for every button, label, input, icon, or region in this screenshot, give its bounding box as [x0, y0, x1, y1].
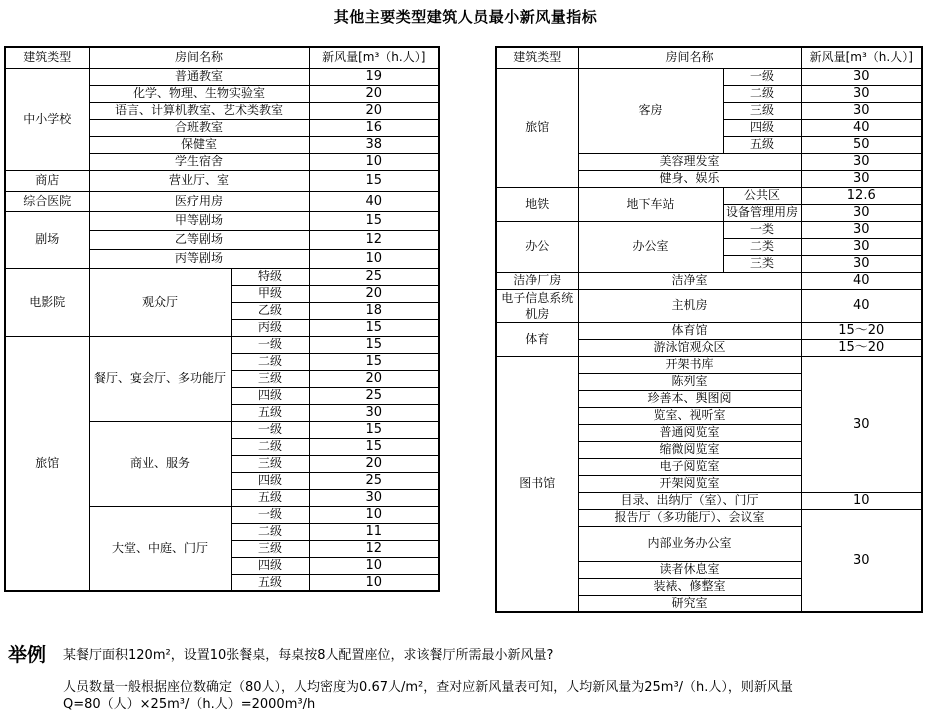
grade-label: 二级: [723, 85, 801, 102]
grade-label: 四级: [723, 119, 801, 136]
room-name: 化学、物理、生物实验室: [89, 85, 309, 102]
grade-label: 丙级: [231, 319, 309, 336]
page-title: 其他主要类型建筑人员最小新风量指标: [333, 8, 598, 26]
room-name: 目录、出纳厅（室）、门厅: [578, 492, 801, 509]
room-name: 电子阅览室: [578, 458, 801, 475]
grade-label: 一级: [231, 421, 309, 438]
grade-label: 五级: [231, 404, 309, 421]
room-name: 办公室: [578, 221, 723, 272]
air-value: 12: [309, 540, 439, 557]
type-school: 中小学校: [5, 68, 89, 170]
air-value: 19: [309, 68, 439, 85]
grade-label: 四级: [231, 557, 309, 574]
grade-label: 一级: [231, 506, 309, 523]
air-value: 25: [309, 472, 439, 489]
room-name: 内部业务办公室: [578, 526, 801, 561]
room-name: 乙等剧场: [89, 230, 309, 249]
type-theater: 剧场: [5, 211, 89, 268]
grade-label: 五级: [231, 574, 309, 591]
room-name: 语言、计算机教室、艺术类教室: [89, 102, 309, 119]
air-value: 15: [309, 421, 439, 438]
type-cinema: 电影院: [5, 268, 89, 336]
room-name: 客房: [578, 68, 723, 153]
room-name: 保健室: [89, 136, 309, 153]
air-value: 10: [309, 153, 439, 170]
grade-label: 四级: [231, 472, 309, 489]
type-sports: 体育: [496, 322, 578, 356]
air-value: 11: [309, 523, 439, 540]
air-value: 50: [801, 136, 922, 153]
room-name: 普通教室: [89, 68, 309, 85]
room-name: 观众厅: [89, 268, 231, 336]
type-clean-plant: 洁净厂房: [496, 272, 578, 289]
air-value: 30: [801, 153, 922, 170]
room-name: 营业厅、室: [89, 170, 309, 191]
grade-label: 乙级: [231, 302, 309, 319]
type-hospital: 综合医院: [5, 191, 89, 211]
air-value: 40: [801, 272, 922, 289]
header-room-name: 房间名称: [89, 47, 309, 68]
air-value: 40: [801, 289, 922, 322]
header-fresh-air: 新风量[m³（h.人）]: [309, 47, 439, 68]
sub-label: 二类: [723, 238, 801, 255]
air-value: 15～20: [801, 322, 922, 339]
header-room-name: 房间名称: [578, 47, 801, 68]
room-name: 陈列室: [578, 373, 801, 390]
room-name: 丙等剧场: [89, 249, 309, 268]
air-value: 25: [309, 268, 439, 285]
grade-label: 一级: [723, 68, 801, 85]
air-value: 15: [309, 170, 439, 191]
sub-label: 设备管理用房: [723, 204, 801, 221]
air-value: 10: [309, 249, 439, 268]
air-value: 20: [309, 85, 439, 102]
room-name: 甲等剧场: [89, 211, 309, 230]
example-answer-line2: Q=80（人）×25m³/（h.人）=2000m³/h: [63, 697, 316, 712]
room-name: 装裱、修整室: [578, 578, 801, 595]
grade-label: 三级: [231, 370, 309, 387]
air-value: 15: [309, 353, 439, 370]
air-value: 25: [309, 387, 439, 404]
room-name: 游泳馆观众区: [578, 339, 801, 356]
grade-label: 三级: [231, 540, 309, 557]
air-value: 30: [309, 489, 439, 506]
room-name: 缩微阅览室: [578, 441, 801, 458]
air-value: 30: [801, 68, 922, 85]
grade-label: 二级: [231, 523, 309, 540]
type-library: 图书馆: [496, 356, 578, 612]
room-name: 体育馆: [578, 322, 801, 339]
example-question: 某餐厅面积120m²，设置10张餐桌，每桌按8人配置座位，求该餐厅所需最小新风量?: [63, 648, 554, 663]
type-office: 办公: [496, 221, 578, 272]
type-hotel: 旅馆: [496, 68, 578, 187]
air-value: 15: [309, 438, 439, 455]
room-name: 读者休息室: [578, 561, 801, 578]
room-name: 报告厅（多功能厅）、会议室: [578, 509, 801, 526]
air-value: 15: [309, 336, 439, 353]
air-value: 30: [801, 204, 922, 221]
room-name: 学生宿舍: [89, 153, 309, 170]
example-answer-line1: 人员数量一般根据座位数确定（80人），人均密度为0.67人/m²，查对应新风量表可知，人均新风量为25m³/（h.人），则新风量: [63, 680, 793, 695]
air-value: 15: [309, 319, 439, 336]
air-value: 40: [309, 191, 439, 211]
air-value: 18: [309, 302, 439, 319]
type-datacenter: 电子信息系统机房: [496, 289, 578, 322]
room-name: 洁净室: [578, 272, 801, 289]
sub-label: 一类: [723, 221, 801, 238]
room-name: 商业、服务: [89, 421, 231, 506]
air-value: 30: [309, 404, 439, 421]
room-name: 医疗用房: [89, 191, 309, 211]
air-value: 20: [309, 455, 439, 472]
air-value: 12: [309, 230, 439, 249]
grade-label: 三级: [723, 102, 801, 119]
grade-label: 一级: [231, 336, 309, 353]
right-ventilation-table: [495, 46, 923, 613]
grade-label: 五级: [723, 136, 801, 153]
room-name: 健身、娱乐: [578, 170, 801, 187]
air-value: 30: [801, 170, 922, 187]
air-value: 12.6: [801, 187, 922, 204]
room-name: 普通阅览室: [578, 424, 801, 441]
grade-label: 二级: [231, 353, 309, 370]
grade-label: 二级: [231, 438, 309, 455]
header-building-type: 建筑类型: [5, 47, 89, 68]
air-value: 30: [801, 102, 922, 119]
room-name: 览室、视听室: [578, 407, 801, 424]
example-label: 举例: [8, 644, 47, 666]
grade-label: 特级: [231, 268, 309, 285]
air-value: 10: [309, 557, 439, 574]
air-value: 30: [801, 356, 922, 492]
room-name: 研究室: [578, 595, 801, 612]
air-value: 30: [801, 509, 922, 612]
room-name: 大堂、中庭、门厅: [89, 506, 231, 591]
room-name: 珍善本、舆图阅: [578, 390, 801, 407]
air-value: 15～20: [801, 339, 922, 356]
air-value: 38: [309, 136, 439, 153]
sub-label: 三类: [723, 255, 801, 272]
room-name: 合班教室: [89, 119, 309, 136]
air-value: 10: [309, 506, 439, 523]
air-value: 10: [801, 492, 922, 509]
air-value: 20: [309, 285, 439, 302]
room-name: 开架阅览室: [578, 475, 801, 492]
air-value: 30: [801, 221, 922, 238]
room-name: 美容理发室: [578, 153, 801, 170]
air-value: 16: [309, 119, 439, 136]
type-hotel: 旅馆: [5, 336, 89, 591]
type-subway: 地铁: [496, 187, 578, 221]
grade-label: 三级: [231, 455, 309, 472]
air-value: 20: [309, 370, 439, 387]
air-value: 10: [309, 574, 439, 591]
type-shop: 商店: [5, 170, 89, 191]
air-value: 40: [801, 119, 922, 136]
room-name: 开架书库: [578, 356, 801, 373]
air-value: 30: [801, 255, 922, 272]
air-value: 15: [309, 211, 439, 230]
air-value: 30: [801, 238, 922, 255]
grade-label: 五级: [231, 489, 309, 506]
room-name: 主机房: [578, 289, 801, 322]
left-ventilation-table: [4, 46, 440, 592]
grade-label: 甲级: [231, 285, 309, 302]
room-name: 餐厅、宴会厅、多功能厅: [89, 336, 231, 421]
sub-label: 公共区: [723, 187, 801, 204]
air-value: 30: [801, 85, 922, 102]
room-name: 地下车站: [578, 187, 723, 221]
header-building-type: 建筑类型: [496, 47, 578, 68]
header-fresh-air: 新风量[m³（h.人）]: [801, 47, 922, 68]
grade-label: 四级: [231, 387, 309, 404]
air-value: 20: [309, 102, 439, 119]
